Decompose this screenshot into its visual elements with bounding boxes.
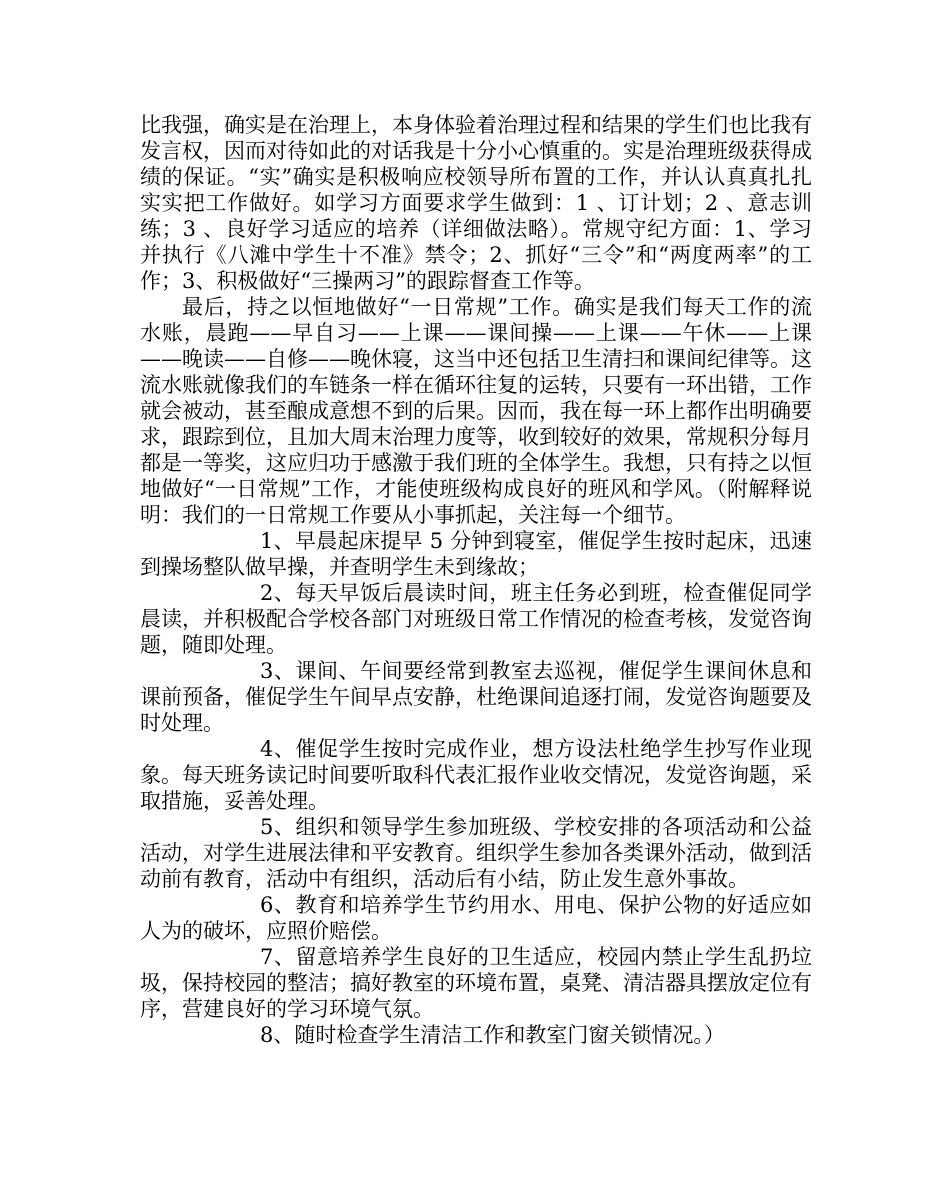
list-item-7: 7、留意培养学生良好的卫生适应，校园内禁止学生乱扔垃圾，保持校园的整洁；搞好教室的环境布置，桌凳、清洁器具摆放定位有序，营建良好的学习环境气氛。	[140, 945, 812, 1021]
document-page	[140, 112, 812, 1048]
list-item-2: 2、每天早饭后晨读时间，班主任务必到班，检查催促同学晨读，并积极配合学校各部门对班级日常工作情况的检查考核，发觉咨询题，随即处理。	[140, 581, 812, 657]
list-item-5: 5、组织和领导学生参加班级、学校安排的各项活动和公益活动，对学生进展法律和平安教育。组织学生参加各类课外活动，做到活动前有教育，活动中有组织，活动后有小结，防止发生意外事故。	[140, 815, 812, 891]
list-item-6: 6、教育和培养学生节约用水、用电、保护公物的好适应如人为的破坏，应照价赔偿。	[140, 893, 812, 943]
paragraph-daily-routine: 最后，持之以恒地做好“一日常规”工作。确实是我们每天工作的流水账，晨跑——早自习——上课——课间操——上课——午休——上课——晚读——自修——晚休寝，这当中还包括卫生清扫和课间纪律等。这流水账就像我们的车链条一样在循环往复的运转，只要有一环出错，工作就会被动，甚至酿成意想不到的后果。因而，我在每一环上都作出明确要求，跟踪到位，且加大周末治理力度等，收到较好的效果，常规积分每月都是一等奖，这应归功于感激于我们班的全体学生。我想，只有持之以恒地做好“一日常规”工作，才能使班级构成良好的班风和学风。（附解释说明：我们的一日常规工作要从小事抓起，关注每一个细节。	[140, 295, 812, 527]
list-item-4: 4、催促学生按时完成作业，想方设法杜绝学生抄写作业现象。每天班务读记时间要听取科代表汇报作业收交情况，发觉咨询题，采取措施，妥善处理。	[140, 737, 812, 813]
list-item-8: 8、随时检查学生清洁工作和教室门窗关锁情况。）	[260, 1023, 725, 1047]
list-item-1: 1、早晨起床提早 5 分钟到寝室，催促学生按时起床，迅速到操场整队做早操，并查明学生未到缘故；	[140, 529, 812, 579]
paragraph-governance: 比我强，确实是在治理上，本身体验着治理过程和结果的学生们也比我有发言权，因而对待如此的对话我是十分小心慎重的。实是治理班级获得成绩的保证。“实”确实是积极响应校领导所布置的工作，并认认真真扎扎实实把工作做好。如学习方面要求学生做到：1 、订计划；2 、意志训练；3 、良好学习适应的培养（详细做法略）。常规守纪方面：1、学习并执行《八滩中学生十不准》禁令；2、抓好“三令”和“两度两率”的工作；3、积极做好“三操两习”的跟踪督查工作等。	[140, 113, 812, 293]
list-item-3: 3、课间、午间要经常到教室去巡视，催促学生课间休息和课前预备，催促学生午间早点安静，杜绝课间追逐打闹，发觉咨询题要及时处理。	[140, 659, 812, 735]
